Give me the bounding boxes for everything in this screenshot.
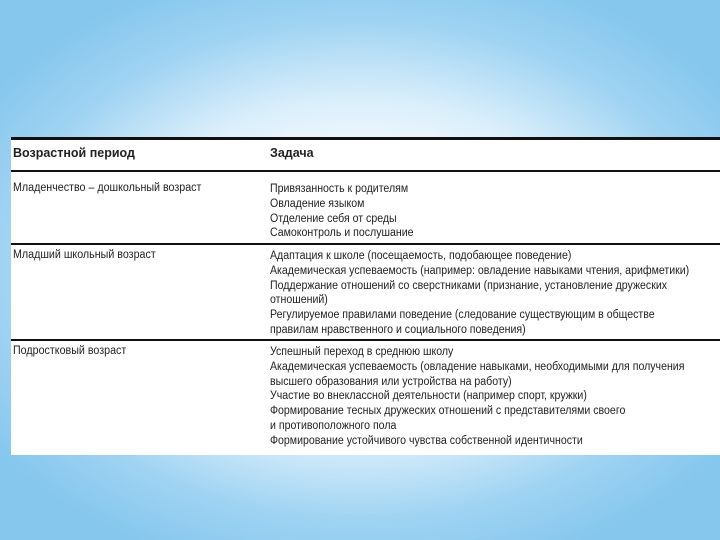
age-tasks-table [11,137,720,455]
task-line: Самоконтроль и послушание [270,227,414,240]
task-line: Успешный переход в среднюю школу [270,346,454,358]
task-line: правилам нравственного и социального поведения) [270,323,526,336]
header-period: Возрастной период [13,146,135,160]
task-line: Регулируемое правилами поведение (следование существующим в обществе [270,309,655,322]
row-divider [11,339,720,341]
task-line: Участие во внеклассной деятельности (например спорт, кружки) [270,390,587,403]
row-tasks-adolescence [270,345,720,449]
task-line: Академическая успеваемость (овладение навыками, необходимыми для получения [270,360,685,373]
task-line: отношений) [270,294,328,307]
task-line: Формирование устойчивого чувства собственной идентичности [270,434,583,447]
task-line: Отделение себя от среды [270,212,397,225]
header-task: Задача [270,146,314,160]
row-period-infancy: Младенчество – дошкольный возраст [13,182,202,194]
task-line: Привязанность к родителям [270,183,409,195]
task-line: Адаптация к школе (посещаемость, подобающее поведение) [270,250,572,262]
row-period-primary-school: Младший школьный возраст [13,249,156,261]
row-period-adolescence: Подростковый возраст [13,345,127,357]
row-divider [11,243,720,245]
task-line: высшего образования или устройства на работу) [270,375,512,388]
row-tasks-infancy [270,182,426,241]
task-line: и противоположного пола [270,419,397,432]
task-line: Формирование тесных дружеских отношений с представителями своего [270,405,626,418]
task-line: Академическая успеваемость (например: овладение навыками чтения, арифметики) [270,264,690,277]
table-top-rule [11,137,720,140]
header-rule [11,170,720,172]
task-line: Овладение языком [270,197,365,210]
row-tasks-primary-school [270,249,720,338]
task-line: Поддержание отношений со сверстниками (признание, установление дружеских [270,279,668,292]
